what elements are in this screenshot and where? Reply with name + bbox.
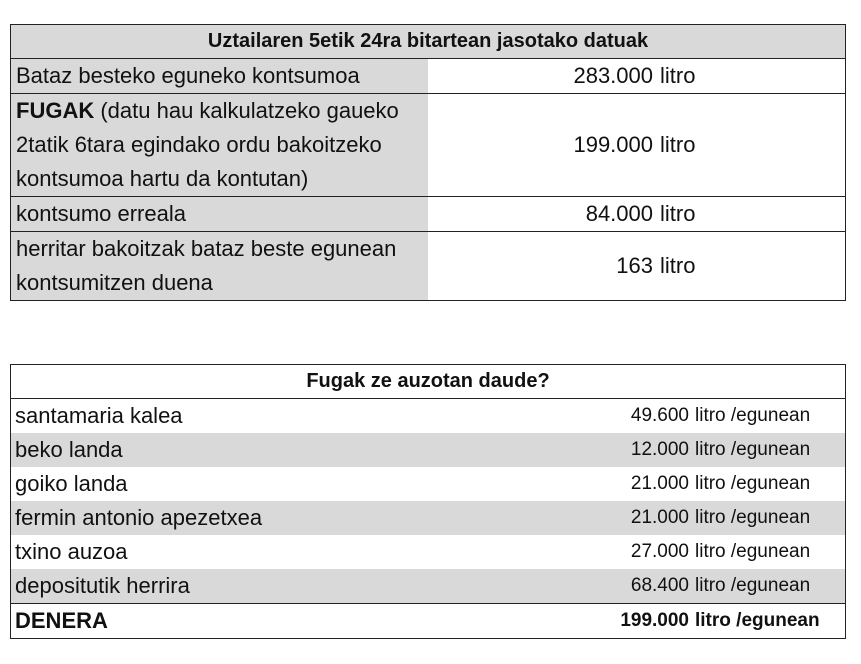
leak-value-cell — [428, 501, 846, 535]
row-label-line: kontsumitzen duena — [16, 270, 213, 295]
leak-value: 21.000 — [630, 507, 689, 528]
total-unit: litro /egunean — [695, 610, 820, 631]
table-row — [11, 467, 846, 501]
table-row — [11, 433, 846, 467]
row-unit: litro — [660, 63, 696, 88]
row-value-cell — [428, 232, 846, 301]
table-row — [11, 232, 846, 301]
leak-value: 68.400 — [630, 575, 689, 596]
neighborhood-label: goiko landa — [15, 471, 128, 496]
leak-value-cell — [428, 535, 846, 569]
row-label — [11, 232, 429, 301]
row-label-line: herritar bakoitzak bataz beste egunean — [16, 236, 397, 261]
neighborhood-label: beko landa — [11, 433, 429, 467]
row-unit: litro — [660, 132, 696, 157]
leak-value-cell — [428, 433, 846, 467]
table2-title: Fugak ze auzotan daude? — [11, 365, 846, 399]
fugak-label: FUGAK — [16, 98, 95, 123]
row-value: 283.000 — [573, 63, 653, 88]
leak-unit: litro /egunean — [695, 405, 811, 426]
leak-value-cell — [428, 399, 846, 434]
row-label-line: (datu hau kalkulatzeko gaueko — [100, 98, 399, 123]
row-value: 84.000 — [585, 201, 653, 226]
total-value: 199.000 — [620, 610, 689, 631]
table-row — [11, 535, 846, 569]
leak-unit: litro /egunean — [695, 575, 811, 596]
neighborhood-label: santamaria kalea — [15, 403, 183, 428]
row-label — [11, 197, 429, 232]
table-row — [11, 197, 846, 232]
consumption-data-table — [10, 24, 846, 301]
table-row — [11, 569, 846, 604]
neighborhood-label: fermin antonio apezetxea — [11, 501, 429, 535]
leak-value: 27.000 — [630, 541, 689, 562]
leak-unit: litro /egunean — [695, 541, 811, 562]
leaks-by-neighborhood-table — [10, 364, 846, 639]
table1-title: Uztailaren 5etik 24ra bitartean jasotako datuak — [11, 25, 846, 59]
neighborhood-label: depositutik herrira — [11, 569, 429, 604]
row-value: 199.000 — [573, 132, 653, 157]
total-label: DENERA — [11, 604, 429, 639]
row-label-line: kontsumo erreala — [16, 201, 186, 226]
row-label — [11, 94, 429, 197]
row-unit: litro — [660, 253, 696, 278]
leak-unit: litro /egunean — [695, 473, 811, 494]
row-label-line: kontsumoa hartu da kontutan) — [16, 166, 309, 191]
leak-value-cell — [428, 569, 846, 604]
leak-value: 49.600 — [630, 405, 689, 426]
leak-value: 12.000 — [630, 439, 689, 460]
total-row — [11, 604, 846, 639]
total-value-cell — [428, 604, 846, 639]
leak-value-cell — [428, 467, 846, 501]
neighborhood-label: txino auzoa — [15, 539, 128, 564]
table-row — [11, 501, 846, 535]
row-label-line: 2tatik 6tara egindako ordu bakoitzeko — [16, 132, 382, 157]
table-row — [11, 94, 846, 197]
row-label — [11, 59, 429, 94]
row-value-cell — [428, 197, 846, 232]
row-label-line: Bataz besteko eguneko kontsumoa — [16, 63, 360, 88]
row-value-cell — [428, 94, 846, 197]
row-value-cell — [428, 59, 846, 94]
leak-unit: litro /egunean — [695, 439, 811, 460]
leak-value: 21.000 — [630, 473, 689, 494]
table-row — [11, 59, 846, 94]
row-unit: litro — [660, 201, 696, 226]
row-value: 163 — [616, 253, 653, 278]
leak-unit: litro /egunean — [695, 507, 811, 528]
table-row — [11, 399, 846, 434]
